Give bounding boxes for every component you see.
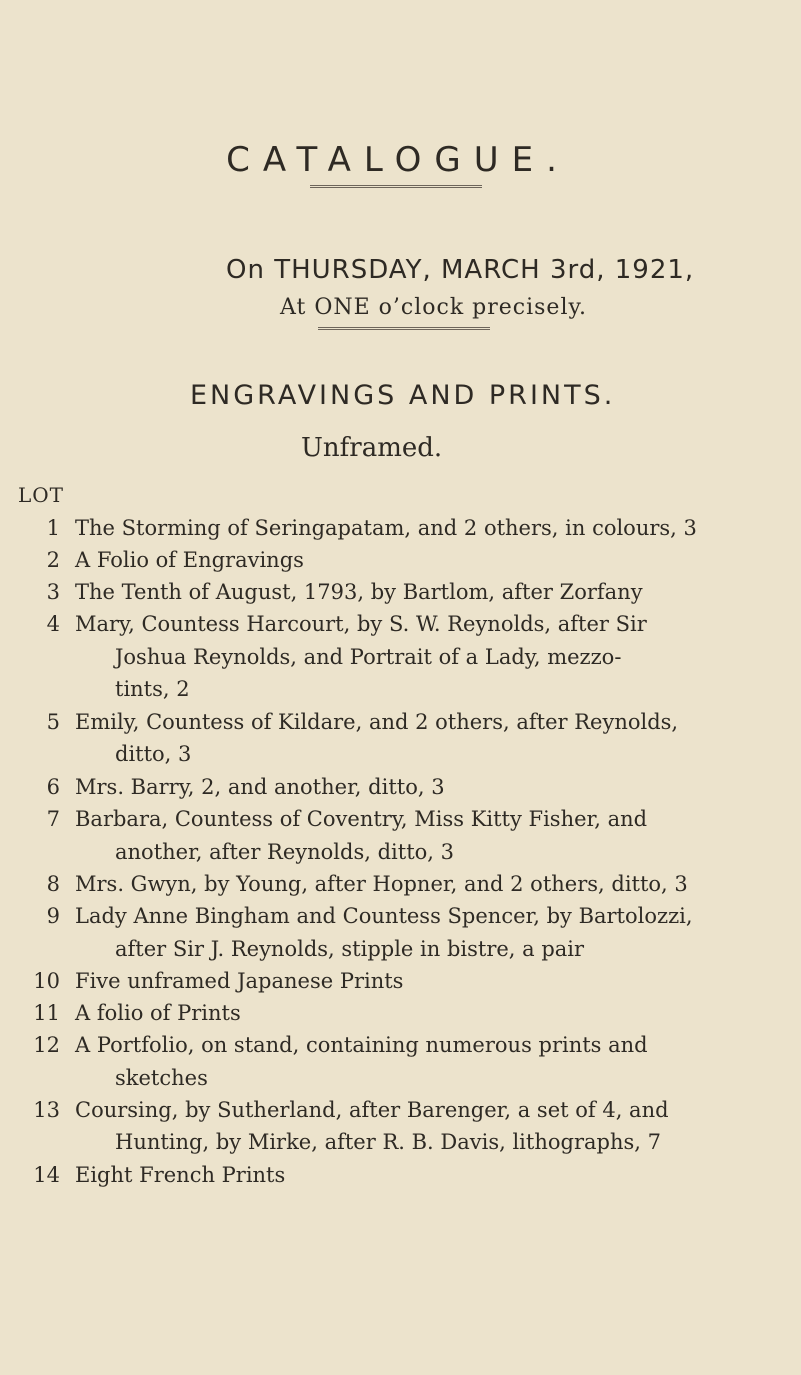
lot-number: 2 (46, 548, 60, 572)
lot-number: 6 (46, 775, 60, 799)
lot-description-line: Mary, Countess Harcourt, by S. W. Reynolds, after Sir (75, 612, 647, 636)
lot-number: 9 (46, 904, 60, 928)
date-divider (318, 327, 490, 330)
sale-time: At ONE o’clock precisely. (280, 295, 587, 320)
lot-description-line: tints, 2 (115, 677, 190, 701)
lot-description-line: The Storming of Seringapatam, and 2 others, in colours, 3 (75, 516, 697, 540)
lot-description-line: after Sir J. Reynolds, stipple in bistre, a pair (115, 937, 585, 961)
lot-description-line: Eight French Prints (75, 1163, 286, 1187)
lot-description-line: Hunting, by Mirke, after R. B. Davis, lithographs, 7 (115, 1130, 661, 1154)
lot-number: 4 (46, 612, 60, 636)
lot-number: 10 (33, 969, 60, 993)
lot-number: 12 (33, 1033, 60, 1057)
lot-description-line: another, after Reynolds, ditto, 3 (115, 840, 454, 864)
sale-date: On THURSDAY, MARCH 3rd, 1921, (226, 255, 695, 285)
lot-description-line: Joshua Reynolds, and Portrait of a Lady, mezzo- (115, 645, 622, 669)
lot-number: 5 (46, 710, 60, 734)
lot-description-line: A Portfolio, on stand, containing numerous prints and (75, 1033, 648, 1057)
lot-description-line: A folio of Prints (75, 1001, 241, 1025)
section-subtitle: Unframed. (301, 433, 443, 463)
lot-description-line: Mrs. Barry, 2, and another, ditto, 3 (75, 775, 445, 799)
lot-description-line: Five unframed Japanese Prints (75, 969, 404, 993)
lot-description-line: Mrs. Gwyn, by Young, after Hopner, and 2 others, ditto, 3 (75, 872, 688, 896)
lot-description-line: Lady Anne Bingham and Countess Spencer, by Bartolozzi, (75, 904, 693, 928)
lot-number: 8 (46, 872, 60, 896)
lot-description-line: Emily, Countess of Kildare, and 2 others, after Reynolds, (75, 710, 679, 734)
lot-column-header: LOT (18, 483, 65, 507)
lot-number: 11 (33, 1001, 60, 1025)
lot-description-line: The Tenth of August, 1793, by Bartlom, after Zorfany (75, 580, 643, 604)
lot-number: 7 (46, 807, 60, 831)
lot-description-line: Coursing, by Sutherland, after Barenger, a set of 4, and (75, 1098, 669, 1122)
lot-description-line: ditto, 3 (115, 742, 192, 766)
catalogue-title: CATALOGUE. (226, 140, 570, 180)
lot-description-line: sketches (115, 1066, 208, 1090)
section-title: ENGRAVINGS AND PRINTS. (190, 380, 616, 411)
lot-number: 3 (46, 580, 60, 604)
lot-number: 13 (33, 1098, 60, 1122)
lot-description-line: A Folio of Engravings (75, 548, 304, 572)
title-divider (310, 185, 482, 188)
lot-number: 14 (33, 1163, 60, 1187)
lot-description-line: Barbara, Countess of Coventry, Miss Kitty Fisher, and (75, 807, 648, 831)
lot-number: 1 (46, 516, 60, 540)
